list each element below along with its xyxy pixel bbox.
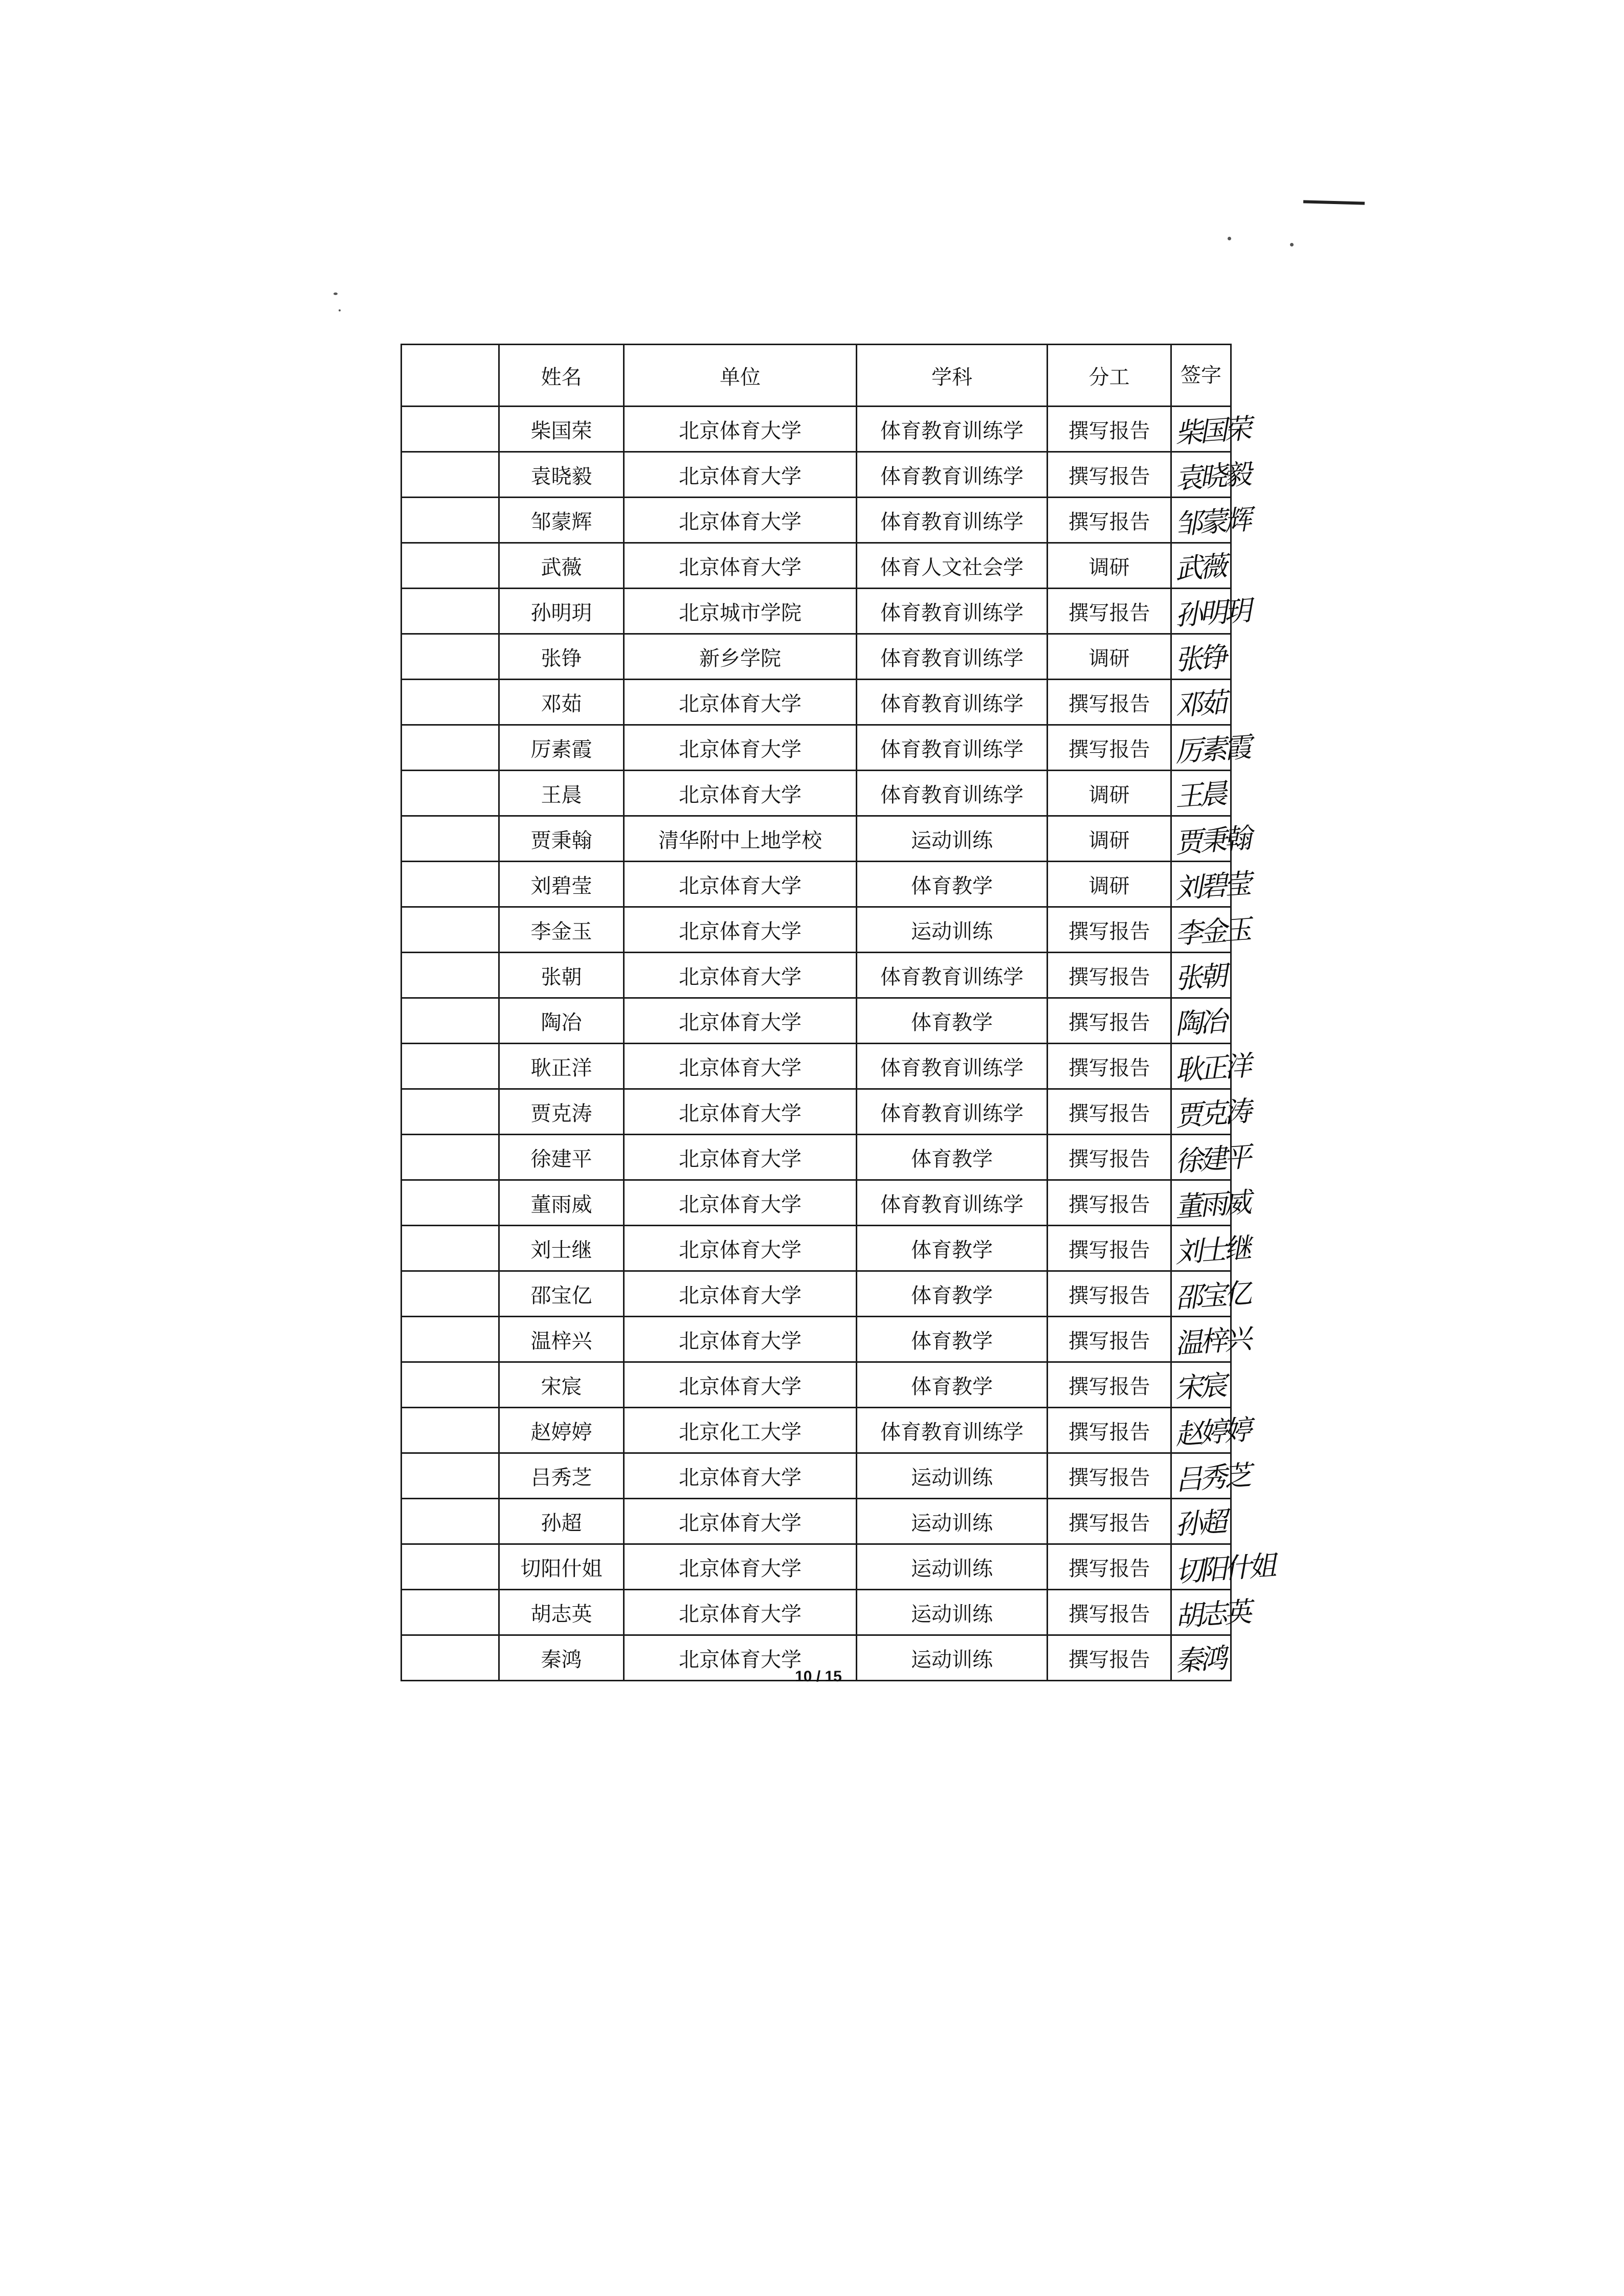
signature-cell: [1171, 1044, 1250, 1089]
unit-cell: 北京体育大学: [624, 452, 857, 498]
role-cell: 撰写报告: [1048, 1271, 1171, 1317]
name-cell: 耿正洋: [499, 1044, 624, 1089]
signature-cell: [1171, 1544, 1275, 1590]
name-cell: 邵宝亿: [499, 1271, 624, 1317]
table-row: [402, 452, 1231, 498]
header-unit: 单位: [624, 345, 857, 407]
table-row: [402, 1135, 1231, 1180]
role-cell: 调研: [1048, 816, 1171, 862]
unit-cell: 北京体育大学: [624, 1635, 857, 1681]
name-cell: 徐建平: [499, 1135, 624, 1180]
row-index-cell: [402, 1453, 499, 1499]
unit-cell: 北京体育大学: [624, 1089, 857, 1135]
signature-cell: [1171, 634, 1231, 680]
row-index-cell: [402, 771, 499, 816]
table-row: [402, 907, 1231, 953]
subject-cell: 运动训练: [857, 1544, 1048, 1590]
role-cell: 撰写报告: [1048, 1590, 1171, 1635]
handwritten-signature: 袁晓毅: [1174, 458, 1250, 496]
role-cell: 撰写报告: [1048, 1226, 1171, 1271]
table-row: [402, 1089, 1231, 1135]
signature-cell: [1171, 589, 1250, 634]
role-cell: 调研: [1048, 862, 1171, 907]
handwritten-signature: 王晨: [1174, 777, 1226, 813]
role-cell: 调研: [1048, 771, 1171, 816]
name-cell: 邹蒙辉: [499, 498, 624, 543]
table-row: [402, 1226, 1231, 1271]
subject-cell: 体育教学: [857, 1317, 1048, 1362]
signature-cell: [1171, 771, 1231, 816]
unit-cell: 北京体育大学: [624, 953, 857, 998]
subject-cell: 体育教育训练学: [857, 589, 1048, 634]
subject-cell: 体育教育训练学: [857, 725, 1048, 771]
scan-dot: [1290, 243, 1294, 246]
subject-cell: 体育教育训练学: [857, 452, 1048, 498]
role-cell: 撰写报告: [1048, 1135, 1171, 1180]
signature-cell: [1171, 1635, 1231, 1681]
signature-cell: [1171, 816, 1250, 862]
role-cell: 撰写报告: [1048, 998, 1171, 1044]
name-cell: 胡志英: [499, 1590, 624, 1635]
role-cell: 撰写报告: [1048, 407, 1171, 452]
subject-cell: 体育教学: [857, 1135, 1048, 1180]
table-row: [402, 680, 1231, 725]
unit-cell: 北京体育大学: [624, 907, 857, 953]
name-cell: 陶冶: [499, 998, 624, 1044]
unit-cell: 北京体育大学: [624, 680, 857, 725]
row-index-cell: [402, 407, 499, 452]
name-cell: 吕秀芝: [499, 1453, 624, 1499]
role-cell: 撰写报告: [1048, 725, 1171, 771]
row-index-cell: [402, 816, 499, 862]
header-name: 姓名: [499, 345, 624, 407]
handwritten-signature: 贾秉翰: [1174, 822, 1250, 860]
name-cell: 张朝: [499, 953, 624, 998]
name-cell: 柴国荣: [499, 407, 624, 452]
handwritten-signature: 邓茹: [1174, 686, 1226, 722]
role-cell: 撰写报告: [1048, 589, 1171, 634]
signature-cell: [1171, 1362, 1231, 1408]
table-row: [402, 634, 1231, 680]
unit-cell: 北京体育大学: [624, 1499, 857, 1544]
row-index-cell: [402, 1635, 499, 1681]
header-role: 分工: [1048, 345, 1171, 407]
table-row: [402, 589, 1231, 634]
table-row: [402, 771, 1231, 816]
unit-cell: 北京体育大学: [624, 1544, 857, 1590]
name-cell: 刘碧莹: [499, 862, 624, 907]
unit-cell: 北京体育大学: [624, 1271, 857, 1317]
row-index-cell: [402, 1499, 499, 1544]
table-row: [402, 1180, 1231, 1226]
handwritten-signature: 秦鸿: [1174, 1642, 1226, 1678]
row-index-cell: [402, 1271, 499, 1317]
unit-cell: 北京体育大学: [624, 1453, 857, 1499]
role-cell: 撰写报告: [1048, 907, 1171, 953]
unit-cell: 北京体育大学: [624, 1180, 857, 1226]
row-index-cell: [402, 543, 499, 589]
role-cell: 撰写报告: [1048, 1408, 1171, 1453]
subject-cell: 运动训练: [857, 1453, 1048, 1499]
name-cell: 刘士继: [499, 1226, 624, 1271]
name-cell: 孙明玥: [499, 589, 624, 634]
unit-cell: 北京化工大学: [624, 1408, 857, 1453]
subject-cell: 体育教育训练学: [857, 634, 1048, 680]
unit-cell: 北京体育大学: [624, 1044, 857, 1089]
subject-cell: 体育教育训练学: [857, 771, 1048, 816]
table-row: [402, 1499, 1231, 1544]
header-blank: [402, 345, 499, 407]
row-index-cell: [402, 862, 499, 907]
signature-cell: [1171, 680, 1231, 725]
handwritten-signature: 徐建平: [1174, 1140, 1250, 1178]
row-index-cell: [402, 1544, 499, 1590]
table-row: [402, 498, 1231, 543]
role-cell: 撰写报告: [1048, 498, 1171, 543]
handwritten-signature: 邹蒙辉: [1174, 503, 1250, 541]
row-index-cell: [402, 1089, 499, 1135]
handwritten-signature: 厉素霞: [1174, 731, 1250, 769]
signature-cell: [1171, 725, 1250, 771]
handwritten-signature: 孙超: [1174, 1505, 1226, 1541]
row-index-cell: [402, 634, 499, 680]
unit-cell: 北京体育大学: [624, 998, 857, 1044]
role-cell: 撰写报告: [1048, 953, 1171, 998]
role-cell: 撰写报告: [1048, 1635, 1171, 1681]
role-cell: 撰写报告: [1048, 1453, 1171, 1499]
header-subject: 学科: [857, 345, 1048, 407]
row-index-cell: [402, 589, 499, 634]
signature-cell: [1171, 1408, 1250, 1453]
handwritten-signature: 温梓兴: [1174, 1322, 1250, 1360]
subject-cell: 体育教育训练学: [857, 1180, 1048, 1226]
subject-cell: 体育教育训练学: [857, 498, 1048, 543]
name-cell: 袁晓毅: [499, 452, 624, 498]
unit-cell: 北京体育大学: [624, 725, 857, 771]
subject-cell: 体育人文社会学: [857, 543, 1048, 589]
row-index-cell: [402, 907, 499, 953]
row-index-cell: [402, 1317, 499, 1362]
name-cell: 温梓兴: [499, 1317, 624, 1362]
role-cell: 调研: [1048, 634, 1171, 680]
row-index-cell: [402, 1590, 499, 1635]
scan-mark-top-right: [1303, 200, 1365, 205]
name-cell: 贾秉翰: [499, 816, 624, 862]
table-row: [402, 1044, 1231, 1089]
signature-cell: [1171, 1089, 1250, 1135]
handwritten-signature: 耿正洋: [1174, 1049, 1250, 1087]
handwritten-signature: 柴国荣: [1174, 412, 1250, 450]
subject-cell: 体育教学: [857, 998, 1048, 1044]
handwritten-signature: 董雨威: [1174, 1186, 1250, 1224]
handwritten-signature: 张朝: [1174, 959, 1226, 995]
role-cell: 撰写报告: [1048, 680, 1171, 725]
unit-cell: 北京城市学院: [624, 589, 857, 634]
unit-cell: 北京体育大学: [624, 543, 857, 589]
subject-cell: 体育教育训练学: [857, 407, 1048, 452]
table-row: [402, 1362, 1231, 1408]
unit-cell: 北京体育大学: [624, 498, 857, 543]
unit-cell: 北京体育大学: [624, 1135, 857, 1180]
name-cell: 贾克涛: [499, 1089, 624, 1135]
table-row: [402, 1453, 1231, 1499]
handwritten-signature: 吕秀芝: [1174, 1459, 1250, 1497]
name-cell: 王晨: [499, 771, 624, 816]
handwritten-signature: 李金玉: [1174, 913, 1250, 951]
table-row: [402, 725, 1231, 771]
table-row: [402, 1317, 1231, 1362]
subject-cell: 体育教学: [857, 862, 1048, 907]
handwritten-signature: 切阳什姐: [1174, 1549, 1275, 1589]
table-row: [402, 953, 1231, 998]
name-cell: 张铮: [499, 634, 624, 680]
handwritten-signature: 武薇: [1174, 550, 1226, 586]
table-row: [402, 1408, 1231, 1453]
row-index-cell: [402, 680, 499, 725]
unit-cell: 新乡学院: [624, 634, 857, 680]
subject-cell: 体育教育训练学: [857, 1089, 1048, 1135]
signature-cell: [1171, 998, 1231, 1044]
subject-cell: 体育教育训练学: [857, 1408, 1048, 1453]
unit-cell: 北京体育大学: [624, 862, 857, 907]
row-index-cell: [402, 725, 499, 771]
subject-cell: 运动训练: [857, 1635, 1048, 1681]
roster-body: [402, 407, 1275, 1681]
row-index-cell: [402, 452, 499, 498]
page-number: 10 / 15: [795, 1668, 842, 1685]
name-cell: 邓茹: [499, 680, 624, 725]
signature-cell: [1171, 1180, 1250, 1226]
unit-cell: 北京体育大学: [624, 1226, 857, 1271]
roster-table: [401, 344, 1275, 1681]
row-index-cell: [402, 998, 499, 1044]
signature-cell: [1171, 862, 1250, 907]
unit-cell: 北京体育大学: [624, 407, 857, 452]
header-sign: 签字: [1171, 345, 1231, 407]
unit-cell: 北京体育大学: [624, 771, 857, 816]
handwritten-signature: 赵婷婷: [1174, 1413, 1250, 1451]
role-cell: 撰写报告: [1048, 1044, 1171, 1089]
name-cell: 厉素霞: [499, 725, 624, 771]
name-cell: 秦鸿: [499, 1635, 624, 1681]
signature-cell: [1171, 452, 1250, 498]
name-cell: 切阳什姐: [499, 1544, 624, 1590]
handwritten-signature: 宋宸: [1174, 1369, 1226, 1405]
signature-cell: [1171, 907, 1250, 953]
handwritten-signature: 孙明玥: [1174, 594, 1250, 632]
subject-cell: 运动训练: [857, 1590, 1048, 1635]
role-cell: 调研: [1048, 543, 1171, 589]
row-index-cell: [402, 1408, 499, 1453]
handwritten-signature: 陶冶: [1174, 1005, 1226, 1041]
signature-cell: [1171, 498, 1250, 543]
handwritten-signature: 胡志英: [1174, 1595, 1250, 1633]
name-cell: 赵婷婷: [499, 1408, 624, 1453]
name-cell: 董雨威: [499, 1180, 624, 1226]
signature-cell: [1171, 1271, 1250, 1317]
role-cell: 撰写报告: [1048, 1089, 1171, 1135]
subject-cell: 运动训练: [857, 1499, 1048, 1544]
handwritten-signature: 刘碧莹: [1174, 867, 1250, 905]
subject-cell: 体育教学: [857, 1271, 1048, 1317]
subject-cell: 运动训练: [857, 907, 1048, 953]
table-row: [402, 1590, 1231, 1635]
table-row: [402, 1544, 1231, 1590]
role-cell: 撰写报告: [1048, 1180, 1171, 1226]
role-cell: 撰写报告: [1048, 1544, 1171, 1590]
subject-cell: 体育教育训练学: [857, 680, 1048, 725]
signature-cell: [1171, 543, 1231, 589]
table-row: [402, 816, 1231, 862]
name-cell: 宋宸: [499, 1362, 624, 1408]
scan-dot: [339, 309, 341, 311]
signature-cell: [1171, 1590, 1250, 1635]
role-cell: 撰写报告: [1048, 1362, 1171, 1408]
subject-cell: 运动训练: [857, 816, 1048, 862]
signature-cell: [1171, 1135, 1250, 1180]
subject-cell: 体育教学: [857, 1226, 1048, 1271]
table-row: [402, 862, 1231, 907]
table-row: [402, 407, 1231, 452]
role-cell: 撰写报告: [1048, 1317, 1171, 1362]
name-cell: 李金玉: [499, 907, 624, 953]
row-index-cell: [402, 1362, 499, 1408]
row-index-cell: [402, 498, 499, 543]
row-index-cell: [402, 1135, 499, 1180]
row-index-cell: [402, 953, 499, 998]
signature-cell: [1171, 1226, 1250, 1271]
signature-cell: [1171, 1317, 1250, 1362]
header-row: [402, 345, 1231, 407]
signature-cell: [1171, 1499, 1231, 1544]
unit-cell: 北京体育大学: [624, 1317, 857, 1362]
row-index-cell: [402, 1226, 499, 1271]
row-index-cell: [402, 1044, 499, 1089]
subject-cell: 体育教育训练学: [857, 1044, 1048, 1089]
subject-cell: 体育教育训练学: [857, 953, 1048, 998]
table-row: [402, 543, 1231, 589]
row-index-cell: [402, 1180, 499, 1226]
handwritten-signature: 邵宝亿: [1174, 1277, 1250, 1315]
signature-cell: [1171, 407, 1250, 452]
name-cell: 孙超: [499, 1499, 624, 1544]
handwritten-signature: 刘士继: [1174, 1231, 1250, 1269]
signature-cell: [1171, 1453, 1250, 1499]
scan-dot: [1228, 237, 1231, 240]
unit-cell: 北京体育大学: [624, 1590, 857, 1635]
table-row: [402, 1271, 1231, 1317]
role-cell: 撰写报告: [1048, 1499, 1171, 1544]
handwritten-signature: 张铮: [1174, 641, 1226, 677]
subject-cell: 体育教学: [857, 1362, 1048, 1408]
table-row: [402, 998, 1231, 1044]
handwritten-signature: 贾克涛: [1174, 1095, 1250, 1133]
signature-cell: [1171, 953, 1231, 998]
unit-cell: 清华附中上地学校: [624, 816, 857, 862]
name-cell: 武薇: [499, 543, 624, 589]
scan-dot: [333, 292, 338, 295]
role-cell: 撰写报告: [1048, 452, 1171, 498]
unit-cell: 北京体育大学: [624, 1362, 857, 1408]
